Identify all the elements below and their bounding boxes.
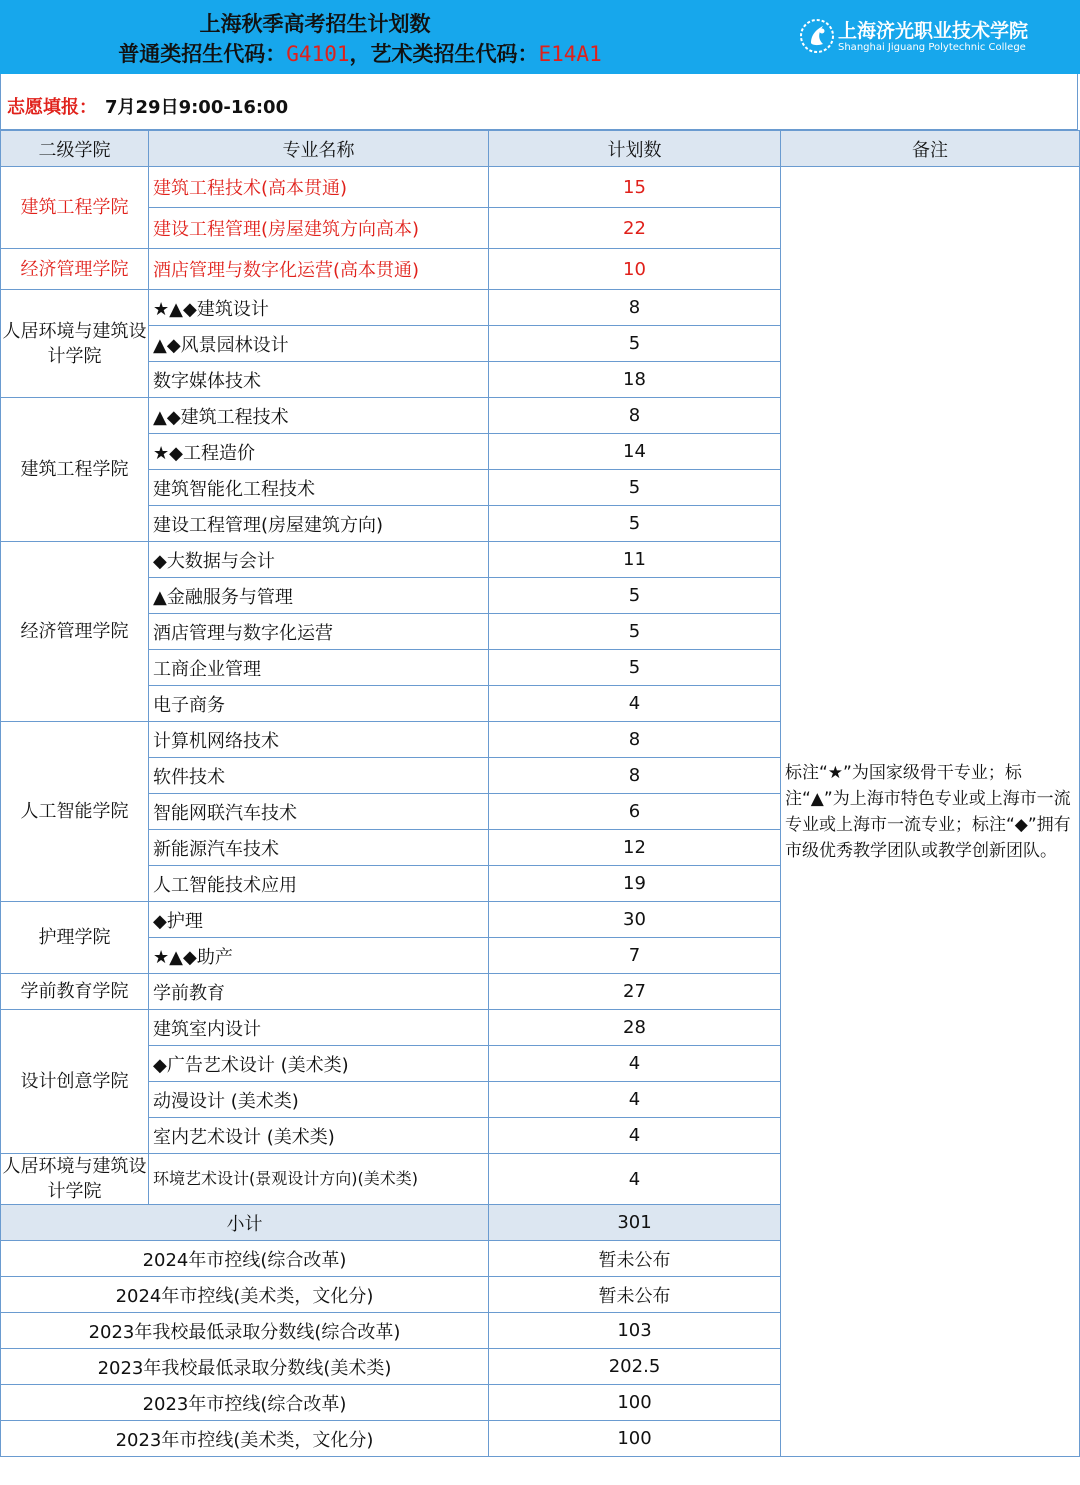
major-cell: 建筑智能化工程技术 — [149, 470, 489, 506]
department-cell: 护理学院 — [1, 902, 149, 974]
major-cell: 电子商务 — [149, 686, 489, 722]
score-line-label: 2024年市控线(美术类，文化分) — [1, 1277, 489, 1313]
score-line-value: 103 — [489, 1313, 781, 1349]
plan-count-cell: 14 — [489, 434, 781, 470]
column-header: 专业名称 — [149, 131, 489, 167]
college-name-cn: 上海济光职业技术学院 — [838, 20, 1029, 42]
score-line-value: 100 — [489, 1421, 781, 1457]
general-code-label: 普通类招生代码： — [118, 41, 287, 66]
score-line-label: 2023年我校最低录取分数线(美术类) — [1, 1349, 489, 1385]
plan-count-cell: 11 — [489, 542, 781, 578]
plan-count-cell: 4 — [489, 1154, 781, 1205]
plan-count-cell: 5 — [489, 578, 781, 614]
plan-count-cell: 19 — [489, 866, 781, 902]
plan-count-cell: 22 — [489, 208, 781, 249]
college-logo-icon — [797, 16, 837, 56]
college-name-en: Shanghai Jiguang Polytechnic College — [838, 42, 1026, 53]
notice-label: 志愿填报： — [7, 97, 97, 118]
score-line-value: 100 — [489, 1385, 781, 1421]
score-line-value: 暂未公布 — [489, 1277, 781, 1313]
score-line-label: 2023年我校最低录取分数线(综合改革) — [1, 1313, 489, 1349]
score-line-label: 2023年市控线(美术类，文化分) — [1, 1421, 489, 1457]
department-cell: 人工智能学院 — [1, 722, 149, 902]
major-cell: 室内艺术设计 (美术类) — [149, 1118, 489, 1154]
score-line-value: 暂未公布 — [489, 1241, 781, 1277]
department-cell: 经济管理学院 — [1, 542, 149, 722]
major-cell: 建设工程管理(房屋建筑方向高本) — [149, 208, 489, 249]
enrollment-plan-table — [0, 130, 1080, 1457]
plan-count-cell: 5 — [489, 326, 781, 362]
department-cell: 人居环境与建筑设计学院 — [1, 1154, 149, 1205]
column-header: 备注 — [781, 131, 1080, 167]
notice-value: 7月29日9:00-16:00 — [105, 97, 289, 118]
plan-count-cell: 8 — [489, 398, 781, 434]
major-cell: ★▲◆助产 — [149, 938, 489, 974]
major-cell: 建设工程管理(房屋建筑方向) — [149, 506, 489, 542]
admission-codes — [0, 38, 720, 68]
plan-count-cell: 4 — [489, 1118, 781, 1154]
department-cell: 学前教育学院 — [1, 974, 149, 1010]
department-cell: 建筑工程学院 — [1, 167, 149, 249]
plan-count-cell: 30 — [489, 902, 781, 938]
major-cell: ▲◆建筑工程技术 — [149, 398, 489, 434]
major-cell: ★◆工程造价 — [149, 434, 489, 470]
major-cell: 工商企业管理 — [149, 650, 489, 686]
general-code: G4101 — [286, 42, 350, 66]
plan-count-cell: 28 — [489, 1010, 781, 1046]
major-cell: 动漫设计 (美术类) — [149, 1082, 489, 1118]
major-cell: 人工智能技术应用 — [149, 866, 489, 902]
department-cell: 设计创意学院 — [1, 1010, 149, 1154]
subtotal-label: 小计 — [1, 1205, 489, 1241]
plan-count-cell: 12 — [489, 830, 781, 866]
major-cell: 智能网联汽车技术 — [149, 794, 489, 830]
major-cell: 酒店管理与数字化运营(高本贯通) — [149, 249, 489, 290]
plan-count-cell: 4 — [489, 1082, 781, 1118]
score-line-value: 202.5 — [489, 1349, 781, 1385]
department-cell: 建筑工程学院 — [1, 398, 149, 542]
major-cell: 计算机网络技术 — [149, 722, 489, 758]
remark-cell: 标注“★”为国家级骨干专业；标注“▲”为上海市特色专业或上海市一流专业或上海市一流专业；标注“◆”拥有市级优秀教学团队或教学创新团队。 — [781, 167, 1080, 1457]
plan-count-cell: 27 — [489, 974, 781, 1010]
major-cell: 酒店管理与数字化运营 — [149, 614, 489, 650]
table-header-row — [1, 131, 1080, 167]
major-cell: 软件技术 — [149, 758, 489, 794]
plan-count-cell: 5 — [489, 506, 781, 542]
subtotal-value: 301 — [489, 1205, 781, 1241]
score-line-label: 2023年市控线(综合改革) — [1, 1385, 489, 1421]
plan-count-cell: 8 — [489, 758, 781, 794]
major-cell: 新能源汽车技术 — [149, 830, 489, 866]
column-header: 计划数 — [489, 131, 781, 167]
score-line-label: 2024年市控线(综合改革) — [1, 1241, 489, 1277]
plan-count-cell: 5 — [489, 614, 781, 650]
major-cell: ★▲◆建筑设计 — [149, 290, 489, 326]
art-code-label: ，艺术类招生代码： — [349, 41, 539, 66]
plan-count-cell: 5 — [489, 650, 781, 686]
major-cell: 建筑室内设计 — [149, 1010, 489, 1046]
major-cell: 学前教育 — [149, 974, 489, 1010]
major-cell: ◆广告艺术设计 (美术类) — [149, 1046, 489, 1082]
major-cell: 建筑工程技术(高本贯通) — [149, 167, 489, 208]
plan-count-cell: 4 — [489, 686, 781, 722]
plan-count-cell: 8 — [489, 290, 781, 326]
major-cell: ◆护理 — [149, 902, 489, 938]
plan-count-cell: 15 — [489, 167, 781, 208]
major-cell: 环境艺术设计(景观设计方向)(美术类) — [149, 1154, 489, 1205]
major-cell: ◆大数据与会计 — [149, 542, 489, 578]
plan-count-cell: 6 — [489, 794, 781, 830]
department-cell: 经济管理学院 — [1, 249, 149, 290]
plan-count-cell: 4 — [489, 1046, 781, 1082]
major-cell: ▲◆风景园林设计 — [149, 326, 489, 362]
table-row — [1, 167, 1080, 208]
plan-count-cell: 8 — [489, 722, 781, 758]
major-cell: 数字媒体技术 — [149, 362, 489, 398]
department-cell: 人居环境与建筑设计学院 — [1, 290, 149, 398]
plan-count-cell: 10 — [489, 249, 781, 290]
column-header: 二级学院 — [1, 131, 149, 167]
art-code: E14A1 — [538, 42, 602, 66]
plan-count-cell: 5 — [489, 470, 781, 506]
header-banner — [0, 0, 1080, 74]
major-cell: ▲金融服务与管理 — [149, 578, 489, 614]
plan-count-cell: 18 — [489, 362, 781, 398]
plan-count-cell: 7 — [489, 938, 781, 974]
page-title: 上海秋季高考招生计划数 — [199, 11, 431, 36]
application-notice — [0, 74, 1078, 130]
